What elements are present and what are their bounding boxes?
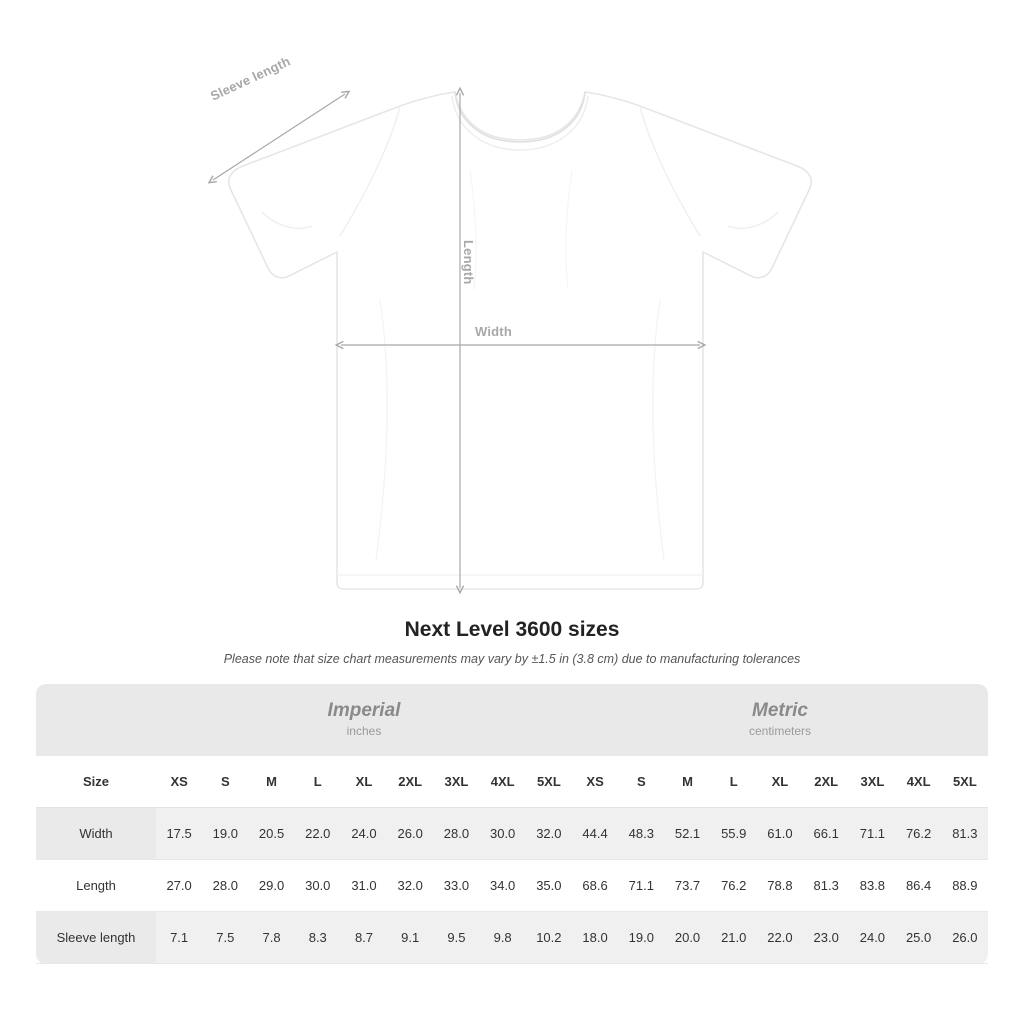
unit-corner-cell [36,684,156,756]
page-title: Next Level 3600 sizes [404,618,620,641]
cell-width-imperial-xs: 17.5 [156,808,202,860]
cell-width-imperial-5xl: 32.0 [526,808,572,860]
cell-length-imperial-s: 28.0 [202,860,248,912]
cell-width-metric-4xl: 76.2 [896,808,942,860]
cell-width-metric-2xl: 66.1 [803,808,849,860]
cell-width-imperial-s: 19.0 [202,808,248,860]
cell-width-metric-5xl: 81.3 [942,808,988,860]
size-header-row [36,756,988,808]
size-header-imperial-4xl: 4XL [480,756,526,808]
size-header-imperial-l: L [295,756,341,808]
cell-sleeve-metric-4xl: 25.0 [896,912,942,964]
row-label-sleeve-length: Sleeve length [36,912,156,964]
cell-length-metric-5xl: 88.9 [942,860,988,912]
cell-sleeve-metric-xl: 22.0 [757,912,803,964]
size-column-header: Size [36,756,156,808]
unit-group-metric-sub: centimeters [748,724,811,739]
cell-sleeve-imperial-4xl: 9.8 [480,912,526,964]
size-header-imperial-xl: XL [341,756,387,808]
size-header-metric-xl: XL [757,756,803,808]
cell-sleeve-imperial-xl: 8.7 [341,912,387,964]
size-header-metric-l: L [711,756,757,808]
cell-width-imperial-l: 22.0 [295,808,341,860]
cell-length-metric-2xl: 81.3 [803,860,849,912]
unit-group-metric-name: Metric [752,699,808,721]
size-table [36,684,988,964]
cell-length-metric-s: 71.1 [618,860,664,912]
size-header-imperial-m: M [248,756,294,808]
cell-length-metric-xs: 68.6 [572,860,618,912]
size-header-metric-xs: XS [572,756,618,808]
size-header-imperial-5xl: 5XL [526,756,572,808]
table-row [36,912,988,964]
cell-length-metric-l: 76.2 [711,860,757,912]
cell-sleeve-metric-xs: 18.0 [572,912,618,964]
row-label-width: Width [36,808,156,860]
cell-sleeve-imperial-xs: 7.1 [156,912,202,964]
cell-sleeve-imperial-s: 7.5 [202,912,248,964]
cell-width-imperial-3xl: 28.0 [433,808,479,860]
size-table-wrap [36,684,988,964]
row-label-length: Length [36,860,156,912]
cell-width-metric-m: 52.1 [664,808,710,860]
unit-header-row [36,684,988,756]
unit-group-imperial-name: Imperial [327,699,401,721]
tolerance-note: Please note that size chart measurements may vary by ±1.5 in (3.8 cm) due to manufacturing tolerances [223,652,801,666]
cell-width-metric-xl: 61.0 [757,808,803,860]
size-header-metric-3xl: 3XL [849,756,895,808]
tshirt-shape [229,92,811,589]
cell-length-imperial-l: 30.0 [295,860,341,912]
size-header-imperial-xs: XS [156,756,202,808]
cell-length-metric-4xl: 86.4 [896,860,942,912]
cell-length-imperial-3xl: 33.0 [433,860,479,912]
cell-width-imperial-2xl: 26.0 [387,808,433,860]
unit-group-imperial [156,684,572,756]
cell-sleeve-imperial-l: 8.3 [295,912,341,964]
size-header-imperial-s: S [202,756,248,808]
table-row [36,808,988,860]
unit-group-imperial-sub: inches [346,724,382,739]
cell-width-metric-l: 55.9 [711,808,757,860]
cell-length-imperial-4xl: 34.0 [480,860,526,912]
size-header-metric-m: M [664,756,710,808]
cell-sleeve-imperial-2xl: 9.1 [387,912,433,964]
title-block [0,618,1024,666]
cell-sleeve-metric-l: 21.0 [711,912,757,964]
cell-sleeve-metric-3xl: 24.0 [849,912,895,964]
cell-sleeve-metric-m: 20.0 [664,912,710,964]
cell-length-metric-m: 73.7 [664,860,710,912]
cell-width-metric-xs: 44.4 [572,808,618,860]
size-header-metric-5xl: 5XL [942,756,988,808]
cell-sleeve-metric-5xl: 26.0 [942,912,988,964]
cell-length-metric-xl: 78.8 [757,860,803,912]
table-row [36,860,988,912]
width-dimension-label: Width [475,324,512,339]
cell-width-metric-3xl: 71.1 [849,808,895,860]
cell-sleeve-metric-2xl: 23.0 [803,912,849,964]
sleeve-length-dimension-label: Sleeve length [208,53,293,104]
length-dimension-label: Length [461,240,476,285]
size-header-imperial-2xl: 2XL [387,756,433,808]
cell-sleeve-imperial-3xl: 9.5 [433,912,479,964]
size-header-imperial-3xl: 3XL [433,756,479,808]
cell-sleeve-imperial-5xl: 10.2 [526,912,572,964]
cell-width-imperial-m: 20.5 [248,808,294,860]
cell-length-imperial-xs: 27.0 [156,860,202,912]
cell-length-imperial-m: 29.0 [248,860,294,912]
size-header-metric-4xl: 4XL [896,756,942,808]
size-header-metric-s: S [618,756,664,808]
cell-sleeve-imperial-m: 7.8 [248,912,294,964]
cell-width-metric-s: 48.3 [618,808,664,860]
cell-width-imperial-4xl: 30.0 [480,808,526,860]
unit-group-metric [572,684,988,756]
cell-length-imperial-xl: 31.0 [341,860,387,912]
cell-sleeve-metric-s: 19.0 [618,912,664,964]
cell-length-imperial-2xl: 32.0 [387,860,433,912]
cell-width-imperial-xl: 24.0 [341,808,387,860]
size-header-metric-2xl: 2XL [803,756,849,808]
cell-length-imperial-5xl: 35.0 [526,860,572,912]
cell-length-metric-3xl: 83.8 [849,860,895,912]
